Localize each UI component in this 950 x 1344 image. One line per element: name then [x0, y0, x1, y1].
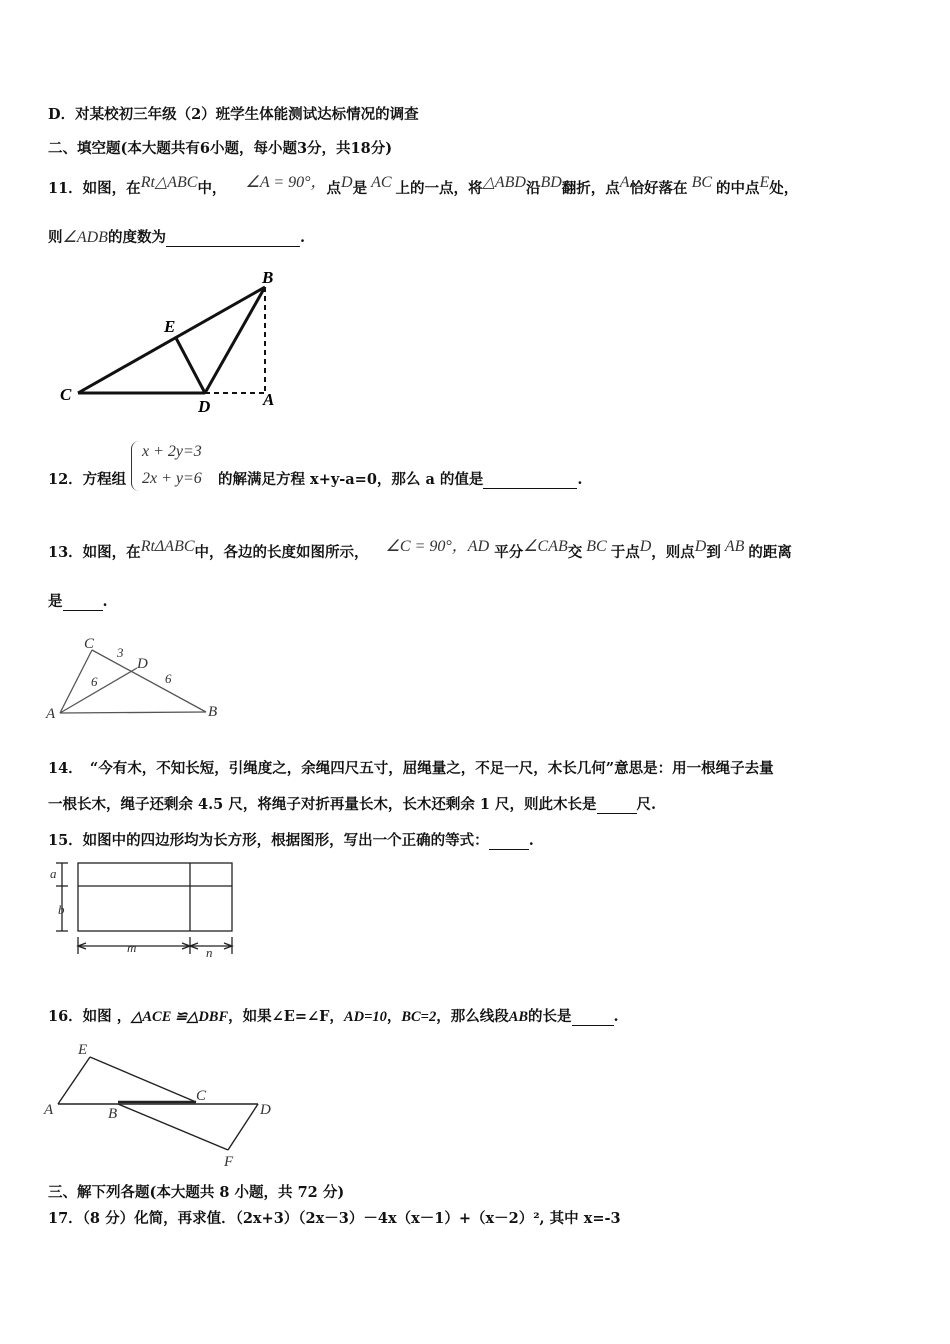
- figure-11: [78, 287, 265, 393]
- q13-answer-blank[interactable]: [63, 596, 103, 611]
- q13-dao: 到: [706, 544, 721, 561]
- q11-shang: 上的一点，将: [395, 180, 483, 197]
- q12-rest: [218, 468, 582, 489]
- fig11-segment-ed: [176, 338, 205, 393]
- q11-fanzhe: 翻折，点: [561, 180, 620, 197]
- q13-prefix: 13．如图，在: [48, 544, 141, 561]
- fig16-label-e: E: [78, 1042, 88, 1058]
- q15-line: [48, 829, 534, 850]
- q11-tri-abd: △ABD: [482, 174, 526, 191]
- q13-angle-cab: ∠CAB: [523, 538, 568, 555]
- q13-line2-prefix: 是: [48, 593, 63, 610]
- q16-congruence: △ACE ≌△DBF: [131, 1009, 229, 1025]
- q11-bd: BD: [540, 174, 562, 191]
- q13-d2: D: [694, 538, 707, 555]
- q13-line1: [48, 539, 792, 562]
- q16-comma: ，: [386, 1008, 402, 1025]
- fig13-segment-cb: [92, 650, 206, 712]
- figure-16: [58, 1057, 258, 1150]
- fig16-label-c: C: [196, 1088, 207, 1104]
- q12-eq2: 2x + y=6: [142, 470, 202, 487]
- q13-line2: [48, 590, 108, 611]
- q14-unit: 尺.: [636, 796, 657, 813]
- q11-dian: 点: [326, 180, 342, 197]
- q16-suffix: 的长是: [528, 1008, 572, 1025]
- q11-zhongdian: 的中点: [716, 180, 760, 197]
- q11-end: .: [299, 229, 306, 246]
- q11-qiahao: 恰好落在: [629, 180, 688, 197]
- fig13-segment-ab: [60, 712, 206, 713]
- fig15-label-b: b: [58, 902, 65, 917]
- fig15-arrow-m-right: [182, 943, 190, 949]
- q-prev-option-d: D．对某校初三年级（2）班学生体能测试达标情况的调查: [48, 106, 419, 123]
- q13-ab: AB: [724, 538, 745, 555]
- q13-pingfen: 平分: [494, 544, 524, 561]
- q11-prefix: 11．如图，在: [48, 180, 141, 197]
- q13-yudian: 于点: [610, 544, 640, 561]
- fig16-label-f: F: [224, 1154, 234, 1170]
- q14-line2-prefix: 一根长木，绳子还剩余 4.5 尺，将绳子对折再量长木，长木还剩余 1 尺，则此木长是: [48, 796, 597, 813]
- fig13-segment-ad: [60, 668, 137, 713]
- fig11-label-e: E: [164, 317, 176, 336]
- q15-text: 15．如图中的四边形均为长方形，根据图形，写出一个正确的等式：: [48, 832, 489, 849]
- fig11-segment-cb: [78, 287, 265, 393]
- fig16-label-b: B: [108, 1106, 118, 1122]
- q11-e: E: [759, 174, 770, 191]
- fig15-arrow-m-left: [78, 943, 86, 949]
- q11-d: D: [341, 174, 353, 191]
- q13-rt-abc: RtΔABC: [140, 538, 195, 555]
- q16-end: .: [613, 1008, 619, 1025]
- q12-brace: [131, 441, 142, 491]
- fig15-label-m: m: [127, 940, 137, 955]
- q11-bc: BC: [691, 174, 713, 191]
- q11-a: A: [619, 174, 630, 191]
- figure-15: [56, 863, 232, 954]
- q15-answer-blank[interactable]: [489, 835, 529, 850]
- q11-angle-a: ∠A = 90°，: [245, 174, 327, 191]
- q16-mid: ，如果∠E=∠F，: [228, 1008, 344, 1025]
- fig15-label-n: n: [206, 945, 213, 960]
- q16-ad: AD=10: [343, 1009, 387, 1025]
- fig11-label-d: D: [198, 397, 211, 416]
- fig13-length-ad: 6: [91, 674, 98, 689]
- fig13-length-db: 6: [165, 671, 172, 686]
- q14-line2: [48, 793, 656, 814]
- fig15-outer-rect: [78, 863, 232, 931]
- q13-mid: 中，各边的长度如图所示，: [194, 544, 369, 561]
- fig11-segment-db: [205, 287, 265, 393]
- fig16-label-a: A: [44, 1102, 54, 1118]
- q12-line: [48, 468, 126, 489]
- fig13-label-d: D: [137, 656, 148, 672]
- q11-line2-prefix: 则: [48, 229, 63, 246]
- q16-bc: BC=2: [401, 1009, 437, 1025]
- q16-ab: AB: [508, 1009, 529, 1025]
- q11-line1: [48, 175, 798, 198]
- section-3-title: 三、解下列各题(本大题共 8 小题，共 72 分): [48, 1184, 345, 1201]
- q12-prefix: 12．方程组: [48, 471, 127, 488]
- q12-end: .: [577, 471, 583, 488]
- q13-jiao: 交: [567, 544, 583, 561]
- q11-answer-blank[interactable]: [166, 232, 300, 247]
- q14-line1: 14． “今有木，不知长短，引绳度之，余绳四尺五寸，屈绳量之，不足一尺，木长几何”意思是：用一根绳子去量: [48, 760, 774, 777]
- fig16-segment-ec: [90, 1057, 196, 1102]
- fig13-label-c: C: [84, 636, 95, 652]
- q11-zhong: 中，: [197, 180, 227, 197]
- section-2-title: 二、填空题(本大题共有6小题，每小题3分，共18分): [48, 140, 393, 157]
- fig16-segment-fd: [228, 1104, 258, 1150]
- q11-line2-mid: 的度数为: [107, 229, 166, 246]
- q17-text: 17．（8 分）化简，再求值．（2x+3）（2x－3）－4x（x－1）+（x－2）², 其中 x=-3: [48, 1210, 621, 1227]
- q11-angle-adb: ∠ADB: [62, 229, 108, 246]
- fig11-label-c: C: [60, 385, 72, 404]
- fig16-label-d: D: [260, 1102, 271, 1118]
- q11-ac: AC: [371, 174, 392, 191]
- q13-zedian: ，则点: [651, 544, 695, 561]
- fig13-label-a: A: [46, 706, 56, 722]
- q16-prefix: 16．如图 ，: [48, 1008, 132, 1025]
- q13-juli: 的距离: [748, 544, 792, 561]
- q11-yan: 沿: [525, 180, 541, 197]
- fig15-arrow-n-left: [190, 943, 198, 949]
- fig13-label-b: B: [208, 704, 218, 720]
- q12-answer-blank[interactable]: [483, 474, 577, 489]
- q13-angle-c: ∠C = 90°，AD: [385, 538, 490, 555]
- q11-line2: [48, 226, 305, 247]
- q13-bc: BC: [586, 538, 607, 555]
- q13-d: D: [639, 538, 652, 555]
- q16-line: [48, 1005, 619, 1026]
- q11-shi: 是: [352, 180, 368, 197]
- q11-chu: 处，: [769, 180, 799, 197]
- q13-end: .: [102, 593, 108, 610]
- fig11-label-b: B: [262, 268, 274, 287]
- fig16-segment-ae: [58, 1057, 90, 1104]
- fig15-label-a: a: [50, 866, 57, 881]
- fig13-length-cd: 3: [117, 645, 124, 660]
- fig11-label-a: A: [263, 390, 275, 409]
- fig16-segment-bf: [118, 1104, 228, 1150]
- q11-rt-abc: Rt△ABC: [140, 174, 198, 191]
- q15-end: .: [528, 832, 534, 849]
- fig15-arrow-n-right: [224, 943, 232, 949]
- fig13-segment-ac: [60, 650, 92, 713]
- q12-eq1: x + 2y=3: [142, 443, 202, 460]
- q14-answer-blank[interactable]: [597, 799, 637, 814]
- q12-suffix: 的解满足方程 x+y-a=0，那么 a 的值是: [218, 471, 484, 488]
- figure-13: [60, 650, 206, 713]
- q16-tail: ，那么线段: [436, 1008, 509, 1025]
- q16-answer-blank[interactable]: [572, 1011, 614, 1026]
